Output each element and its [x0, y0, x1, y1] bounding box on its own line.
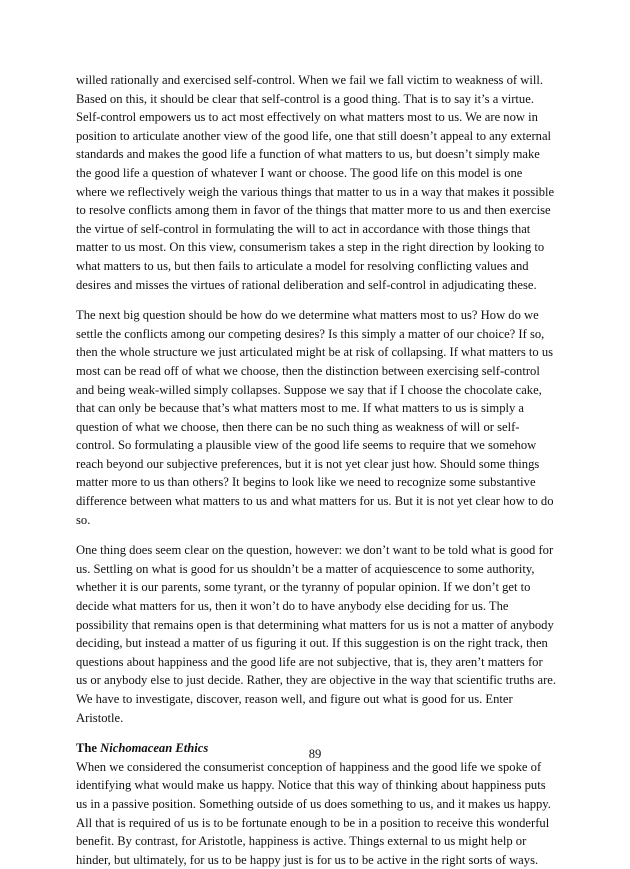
- section-heading-prefix: The: [76, 741, 101, 756]
- section-heading-title: Nichomacean Ethics: [100, 741, 209, 756]
- body-paragraph-3: One thing does seem clear on the question, however: we don’t want to be told what is good for us. Settling on what is good for us shouldn’t be a matter of acquiescence to some authority, whether it is our parents, some tyrant, or the tyranny of popular opinion. If we don’t get to decide what matters for us, then it won’t do to have anybody else deciding for us. The possibility that remains open is that determining what matters for us is not a matter of anybody deciding, but instead a matter of us figuring it out. If this suggestion is on the right track, then questions about happiness and the good life are not subjective, that is, they aren’t matters for us or anybody else to just decide. Rather, they are objective in the way that scientific truths are. We have to investigate, discover, reason well, and figure out what is good for us. Enter Aristotle.: [76, 543, 557, 725]
- body-paragraph-1: willed rationally and exercised self-control. When we fail we fall victim to weakness of will. Based on this, it should be clear that self-control is a good thing. That is to say it’s a virtue. Self-control empowers us to act most effectively on what matters most to us. We are now in position to articulate another view of the good life, one that still doesn’t appeal to any external standards and makes the good life a function of what matters to us, but doesn’t simply make the good life a question of whatever I want or choose. The good life on this model is one where we reflectively weigh the various things that matter to us in a way that makes it possible to resolve conflicts among them in favor of the things that matter more to us and then exercise the virtue of self-control in formulating the will to act in accordance with those things that matter to us most. On this view, consumerism takes a step in the right direction by looking to what matters to us, but then fails to articulate a model for resolving conflicting values and desires and misses the virtues of rational deliberation and self-control in adjudicating these.: [76, 73, 555, 292]
- page-number: 89: [308, 747, 322, 761]
- section-paragraph: When we considered the consumerist conception of happiness and the good life we spoke of identifying what would make us happy. Notice that this way of thinking about happiness puts us in a passive position. Something outside of us does something to us, and it makes us happy. All that is required of us is to be fortunate enough to be in a position to receive this wonderful benefit. By contrast, for Aristotle, happiness is active. Things external to us might help or hinder, but ultimately, for us to be happy just is for us to be active in the right sorts of ways.: [76, 759, 551, 867]
- body-paragraph-2: The next big question should be how do we determine what matters most to us? How do we settle the conflicts among our competing desires? Is this simply a matter of our choice? If so, then the whole structure we just articulated might be at risk of collapsing. If what matters to us most can be read off of what we choose, then the distinction between exercising self-control and being weak-willed simply collapses. Suppose we say that if I choose the chocolate cake, that can only be because that’s what matters most to me. If what matters to us is simply a question of what we choose, then there can be no such thing as weakness of will or self-control. So formulating a plausible view of the good life seems to require that we somehow reach beyond our subjective preferences, but it is not yet clear just how. Should some things matter more to us than others? It begins to look like we need to recognize some substantive difference between what matters to us and what matters for us. But it is not yet clear how to do so.: [76, 308, 554, 527]
